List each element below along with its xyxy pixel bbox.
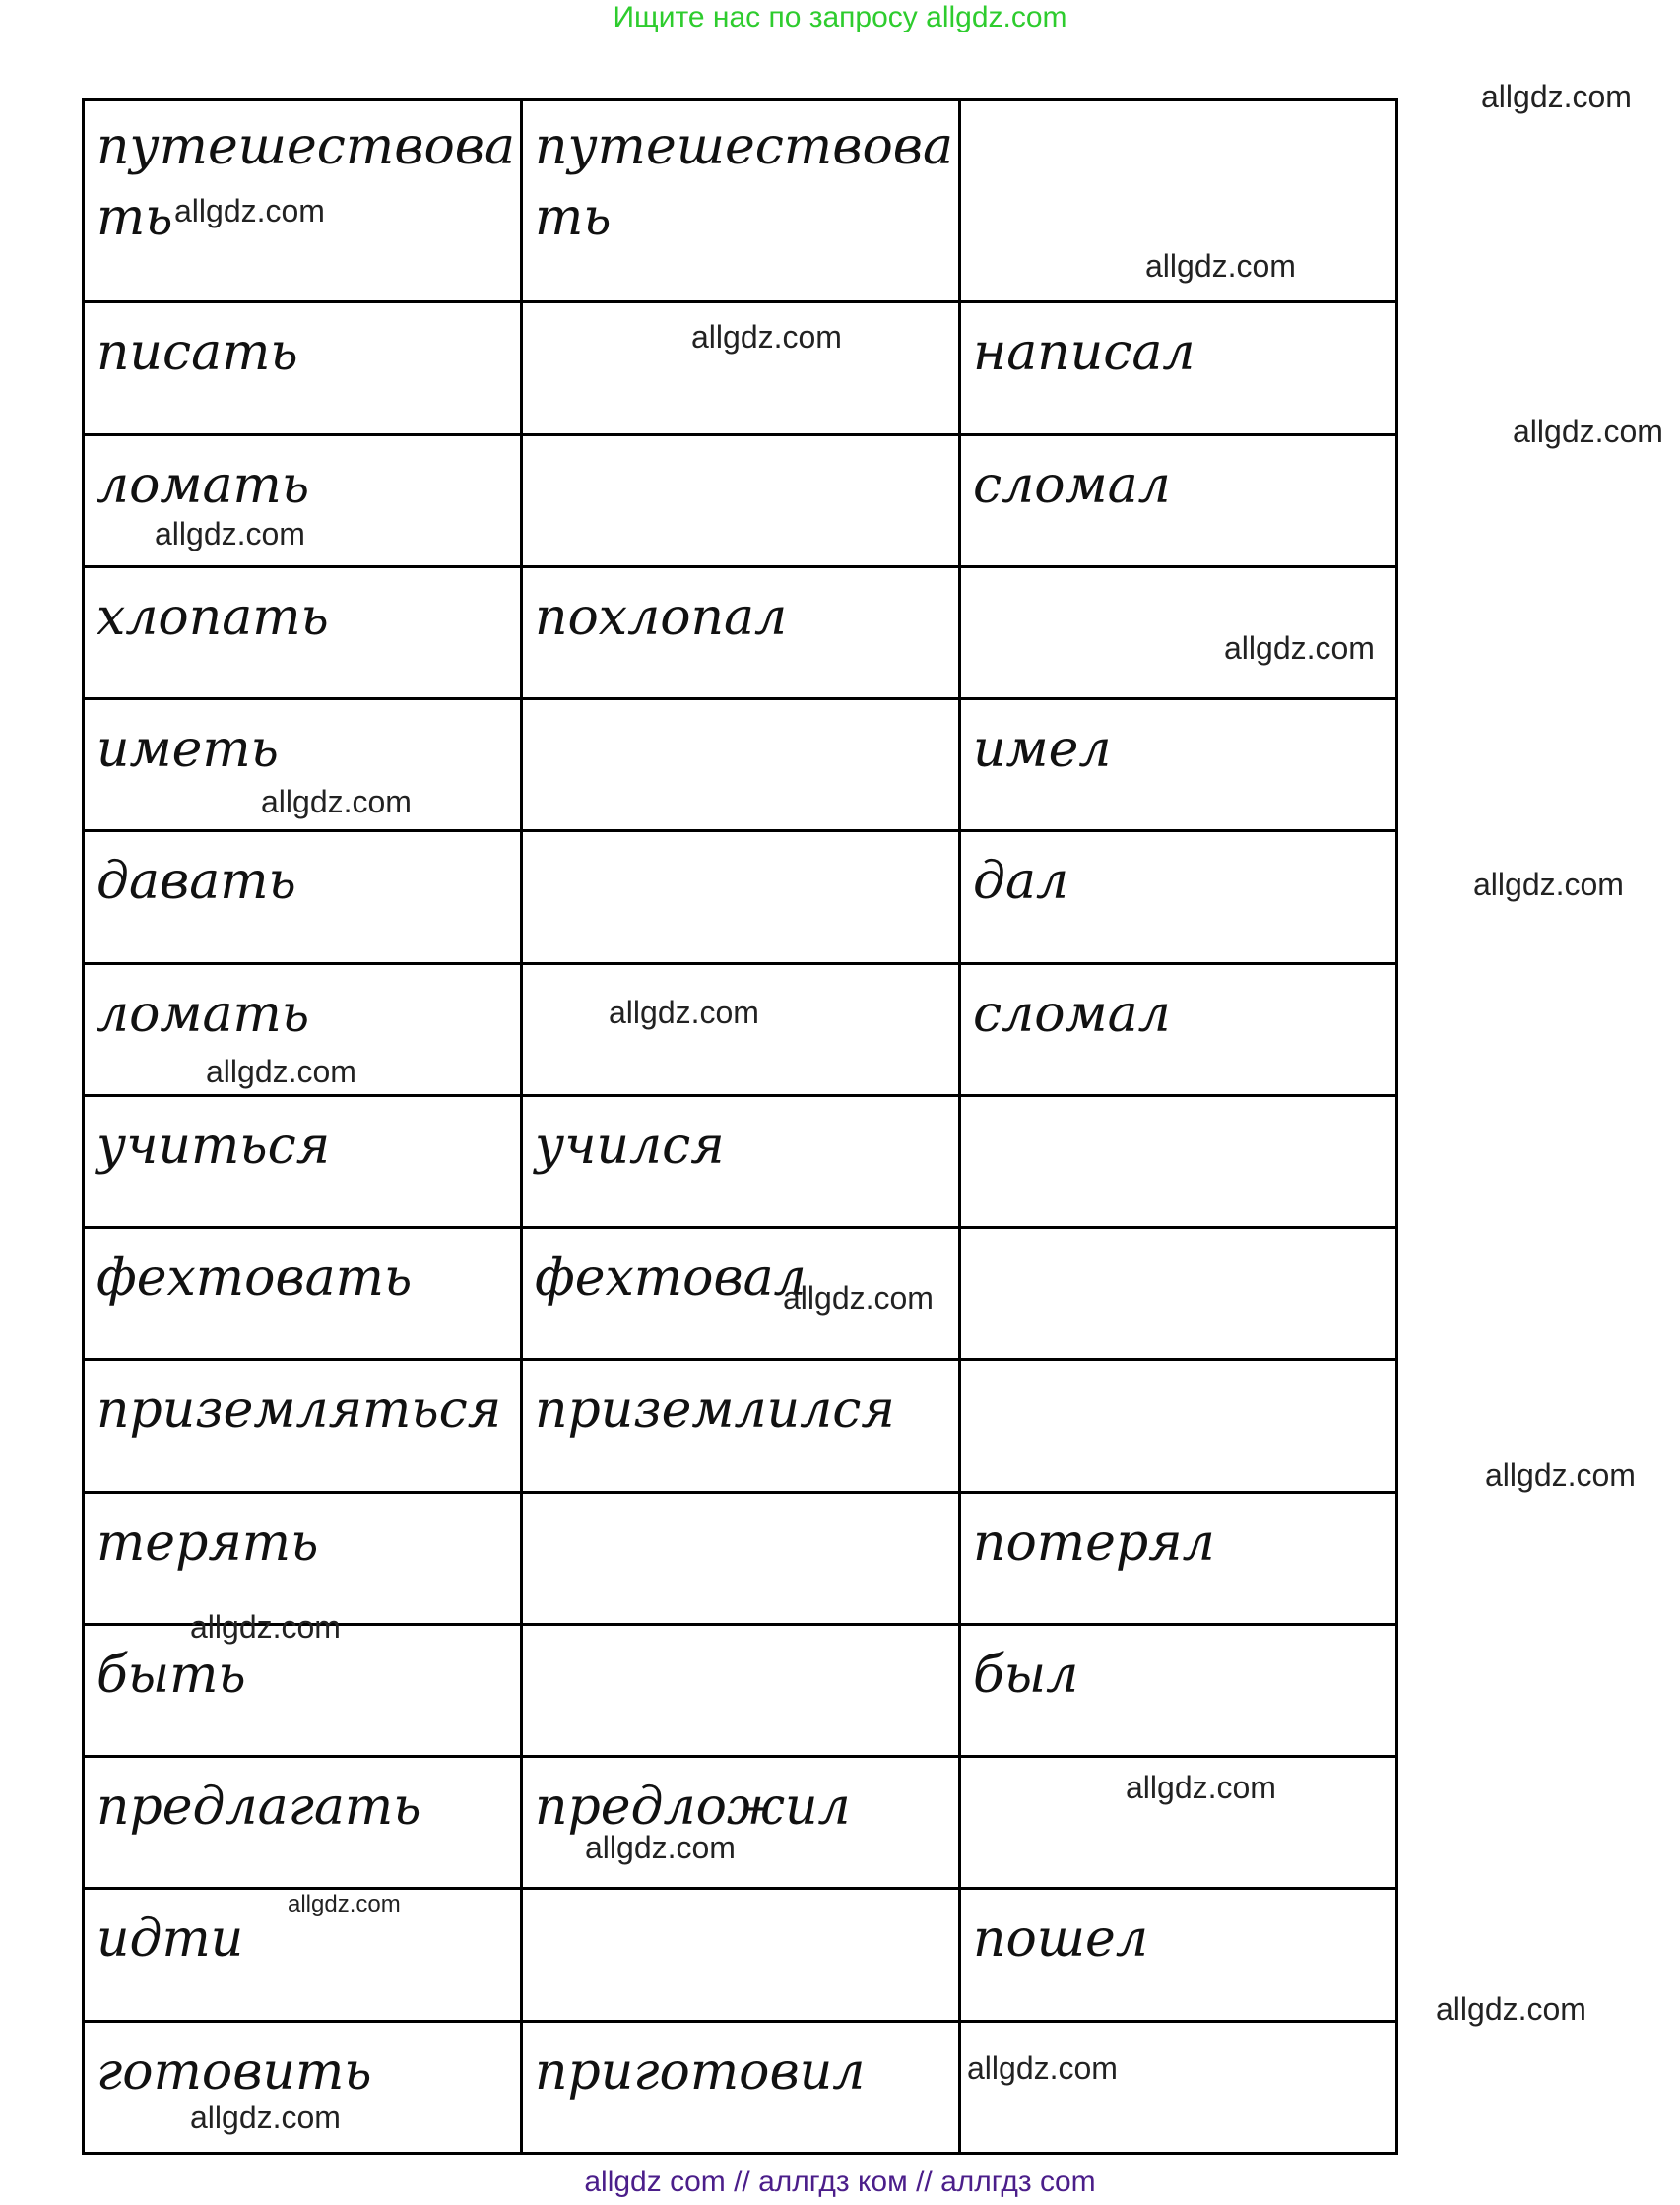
cell-col-2: предложил xyxy=(522,1757,960,1889)
cell-col-2: фехтовал xyxy=(522,1228,960,1360)
cell-col-1: ломать xyxy=(84,434,522,566)
watermark: allgdz.com xyxy=(206,1054,356,1089)
cell-col-2 xyxy=(522,1492,960,1624)
cell-col-1: путешествовать xyxy=(84,100,522,302)
cell-col-1: терять xyxy=(84,1492,522,1624)
table-row xyxy=(84,1360,1397,1492)
cell-col-3: сломал xyxy=(960,434,1397,566)
watermark: allgdz.com xyxy=(1485,1458,1636,1493)
watermark: allgdz.com xyxy=(155,516,305,551)
watermark: allgdz.com xyxy=(783,1280,934,1316)
watermark: allgdz.com xyxy=(585,1830,736,1865)
watermark: allgdz.com xyxy=(1145,248,1296,284)
watermark: allgdz.com xyxy=(967,2050,1118,2086)
watermark: allgdz.com xyxy=(288,1891,401,1917)
watermark: allgdz.com xyxy=(1481,79,1632,114)
cell-col-1: давать xyxy=(84,831,522,963)
cell-col-3: имел xyxy=(960,699,1397,831)
cell-col-3 xyxy=(960,1228,1397,1360)
cell-col-2 xyxy=(522,1889,960,2021)
cell-col-2: путешествовать xyxy=(522,100,960,302)
table-row xyxy=(84,1228,1397,1360)
watermark: allgdz.com xyxy=(261,784,412,819)
cell-col-1: ломать xyxy=(84,963,522,1095)
cell-col-2 xyxy=(522,831,960,963)
watermark: allgdz.com xyxy=(691,319,842,355)
watermark: allgdz.com xyxy=(609,995,759,1030)
cell-col-3: дал xyxy=(960,831,1397,963)
cell-col-1: приземляться xyxy=(84,1360,522,1492)
table-row xyxy=(84,566,1397,698)
cell-col-1: писать xyxy=(84,302,522,434)
cell-col-1: иметь xyxy=(84,699,522,831)
cell-col-2: приготовил xyxy=(522,2021,960,2153)
cell-col-2 xyxy=(522,1624,960,1756)
cell-col-2 xyxy=(522,699,960,831)
cell-col-1: предлагать xyxy=(84,1757,522,1889)
table-row xyxy=(84,831,1397,963)
cell-col-3: пошел xyxy=(960,1889,1397,2021)
watermark: allgdz.com xyxy=(190,2100,341,2135)
watermark: allgdz.com xyxy=(1126,1770,1276,1805)
cell-col-1: готовить xyxy=(84,2021,522,2153)
cell-col-3: сломал xyxy=(960,963,1397,1095)
footer-links: allgdz com // аллгдз ком // аллгдз com xyxy=(584,2166,1096,2198)
cell-col-3 xyxy=(960,2021,1397,2153)
table-row xyxy=(84,1095,1397,1227)
verb-table xyxy=(82,98,1398,2155)
watermark: allgdz.com xyxy=(1513,414,1663,449)
cell-col-3: был xyxy=(960,1624,1397,1756)
cell-col-1: идти xyxy=(84,1889,522,2021)
cell-col-1: хлопать xyxy=(84,566,522,698)
table-row xyxy=(84,1492,1397,1624)
watermark: allgdz.com xyxy=(1436,1991,1586,2027)
cell-col-2: приземлился xyxy=(522,1360,960,1492)
cell-col-3: написал xyxy=(960,302,1397,434)
watermark: allgdz.com xyxy=(190,1609,341,1645)
cell-col-2: похлопал xyxy=(522,566,960,698)
cell-col-3 xyxy=(960,1360,1397,1492)
cell-col-1: фехтовать xyxy=(84,1228,522,1360)
cell-col-2: учился xyxy=(522,1095,960,1227)
cell-col-1: учиться xyxy=(84,1095,522,1227)
table-row xyxy=(84,1889,1397,2021)
watermark: allgdz.com xyxy=(1224,630,1375,666)
watermark: allgdz.com xyxy=(1473,867,1624,902)
cell-col-2 xyxy=(522,434,960,566)
watermark: allgdz.com xyxy=(174,193,325,228)
cell-col-3: потерял xyxy=(960,1492,1397,1624)
cell-col-3 xyxy=(960,1095,1397,1227)
cell-col-1: быть xyxy=(84,1624,522,1756)
top-banner: Ищите нас по запросу allgdz.com xyxy=(613,1,1067,33)
